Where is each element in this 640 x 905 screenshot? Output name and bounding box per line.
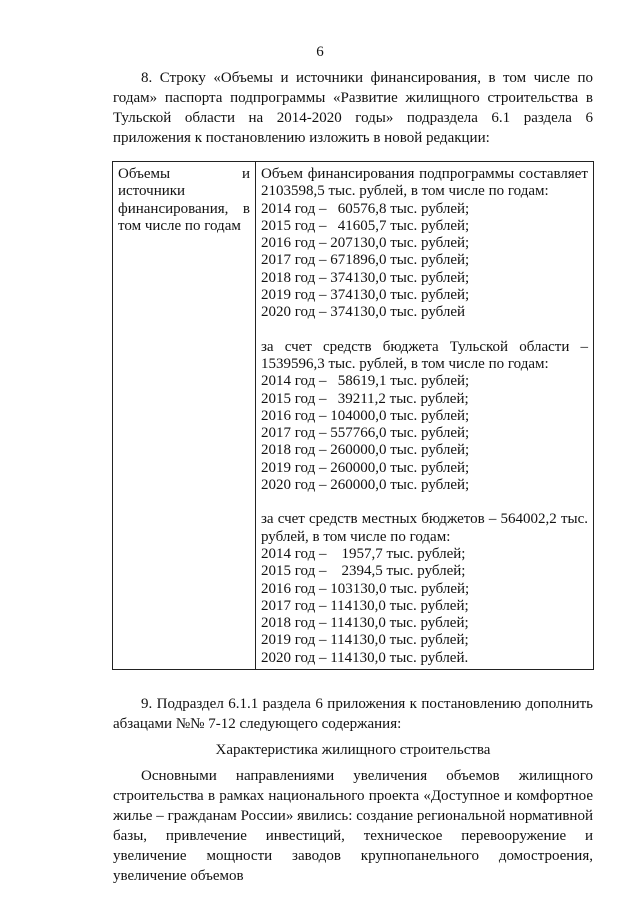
total-years-list [261,201,588,322]
local-year-2018: 2018 год – 114130,0 тыс. рублей; [261,615,469,632]
total-year-2019: 2019 год – 374130,0 тыс. рублей; [261,287,470,304]
local-year-2014: 2014 год – 1957,7 тыс. рублей; [261,545,466,562]
paragraph-8: 8. Строку «Объемы и источники финансирования, в том числе по годам» паспорта подпрограммы «Развитие жилищного строительства в Тульской области на 2014-2020 годы» подраздела 6.1 раздела 6 приложения к постановлению изложить в новой редакции: [113,70,593,146]
local-year-2020: 2020 год – 114130,0 тыс. рублей. [261,649,469,666]
regional-year-2020: 2020 год – 260000,0 тыс. рублей; [261,477,470,494]
passport-table [112,161,594,670]
local-budget-intro: за счет средств местных бюджетов – 564002,2 тыс. рублей, в том числе по годам: [261,511,588,545]
local-year-2017: 2017 год – 114130,0 тыс. рублей; [261,597,469,614]
local-year-2015: 2015 год – 2394,5 тыс. рублей; [261,563,466,580]
paragraph-housing-characteristics: Основными направлениями увеличения объемов жилищного строительства в рамках национального проекта «Доступное и комфортное жилье – гражданам России» явились: создание региональной нормативной базы, привлечение инвестиций, техническое перевооружение и увеличение мощности заводов крупнопанельного домостроения, увеличение объемов [113,768,593,884]
local-year-2016: 2016 год – 103130,0 тыс. рублей; [261,580,470,597]
spacer [261,494,588,511]
table-row [113,162,594,670]
funding-cell [256,162,594,670]
total-year-2017: 2017 год – 671896,0 тыс. рублей; [261,252,470,269]
total-year-2018: 2018 год – 374130,0 тыс. рублей; [261,269,470,286]
regional-year-2016: 2016 год – 104000,0 тыс. рублей; [261,407,470,424]
regional-year-2014: 2014 год – 58619,1 тыс. рублей; [261,373,470,390]
regional-year-2019: 2019 год – 260000,0 тыс. рублей; [261,459,470,476]
total-year-2016: 2016 год – 207130,0 тыс. рублей; [261,235,470,252]
row-label-cell: Объемы и источники финансирования, в том числе по годам [113,162,256,670]
section-title: Характеристика жилищного строительства [215,742,491,758]
total-year-2014: 2014 год – 60576,8 тыс. рублей; [261,200,470,217]
page-number: 6 [316,44,324,60]
paragraph-9: 9. Подраздел 6.1.1 раздела 6 приложения к постановлению дополнить абзацами №№ 7-12 следующего содержания: [113,696,593,732]
total-funding-intro: Объем финансирования подпрограммы составляет 2103598,5 тыс. рублей, в том числе по годам: [261,166,588,200]
total-year-2015: 2015 год – 41605,7 тыс. рублей; [261,217,470,234]
regional-budget-intro: за счет средств бюджета Тульской области – 1539596,3 тыс. рублей, в том числе по годам: [261,338,588,372]
regional-years-list [261,373,588,494]
spacer [261,322,588,339]
total-year-2020: 2020 год – 374130,0 тыс. рублей [261,304,466,321]
regional-year-2018: 2018 год – 260000,0 тыс. рублей; [261,442,470,459]
local-years-list [261,546,588,667]
regional-year-2015: 2015 год – 39211,2 тыс. рублей; [261,390,469,407]
local-year-2019: 2019 год – 114130,0 тыс. рублей; [261,632,469,649]
regional-year-2017: 2017 год – 557766,0 тыс. рублей; [261,425,470,442]
